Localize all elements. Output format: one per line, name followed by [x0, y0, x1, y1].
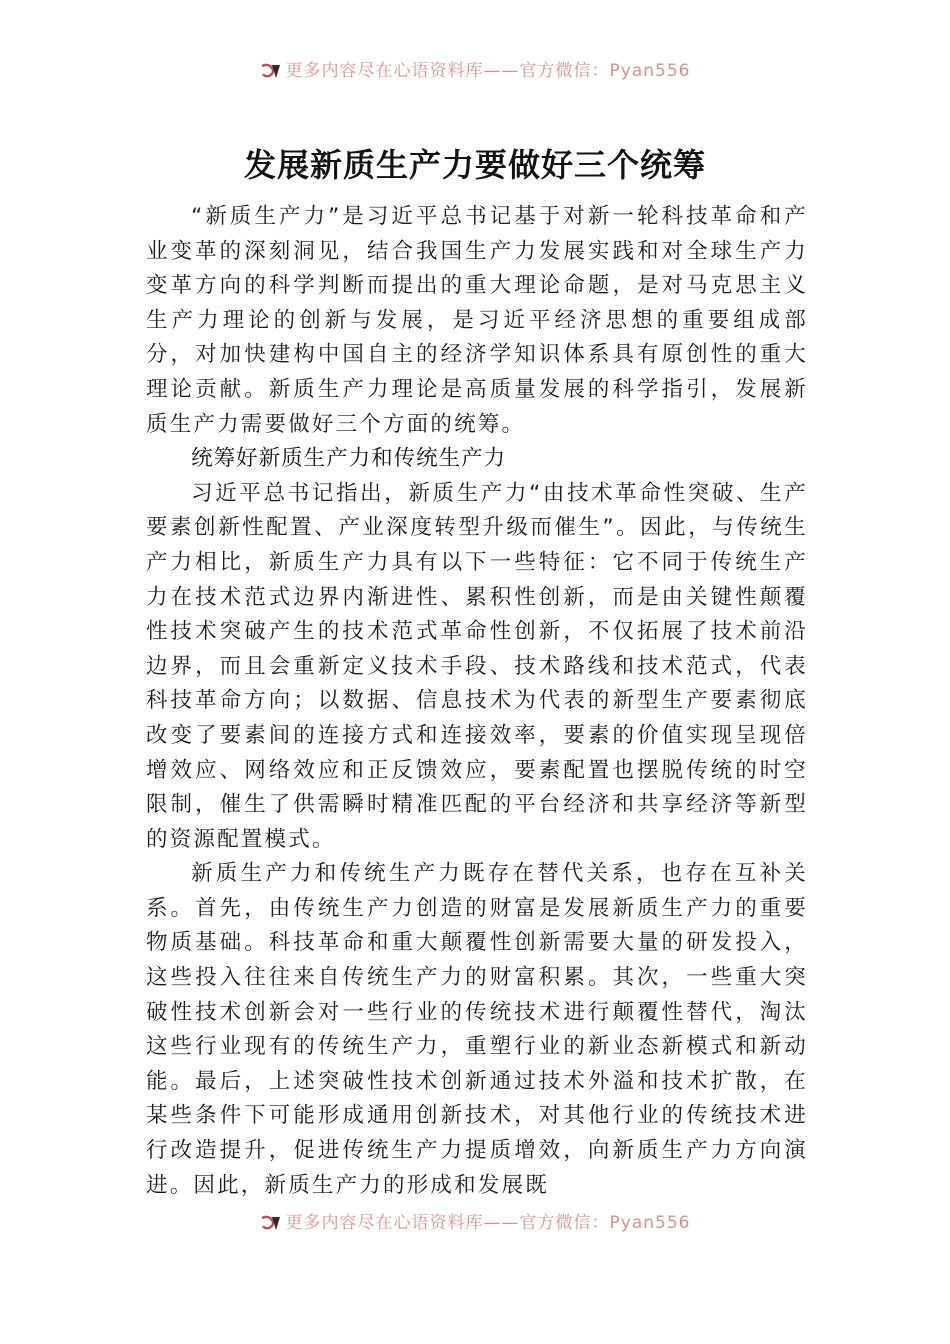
body-paragraph: 新质生产力和传统生产力既存在替代关系，也存在互补关系。首先，由传统生产力创造的财富是发展新质生产力的重要物质基础。科技革命和重大颠覆性创新需要大量的研发投入，这些投入往往来自传统生产力的财富积累。其次，一些重大突破性技术创新会对一些行业的传统技术进行颠覆性替代，淘汰这些行业现有的传统生产力，重塑行业的新业态新模式和新动能。最后，上述突破性技术创新通过技术外溢和技术扩散，在某些条件下可能形成通用创新技术，对其他行业的传统技术进行改造提升，促进传统生产力提质增效，向新质生产力方向演进。因此，新质生产力的形成和发展既	[146, 861, 808, 1198]
watermark-header	[0, 52, 950, 86]
section-heading: 统筹好新质生产力和传统生产力	[191, 446, 507, 472]
intro-paragraph: “新质生产力”是习近平总书记基于对新一轮科技革命和产业变革的深刻洞见，结合我国生产力发展实践和对全球生产力变革方向的科学判断而提出的重大理论命题，是对马克思主义生产力理论的创新与发展，是习近平经济思想的重要组成部分，对加快建构中国自主的经济学知识体系具有原创性的重大理论贡献。新质生产力理论是高质量发展的科学指引，发展新质生产力需要做好三个方面的统筹。	[146, 204, 808, 437]
document-body	[146, 200, 808, 1203]
watermark-logo-icon	[260, 1214, 282, 1232]
body-paragraph: 习近平总书记指出，新质生产力“由技术革命性突破、生产要素创新性配置、产业深度转型升级而催生”。因此，与传统生产力相比，新质生产力具有以下一些特征：它不同于传统生产力在技术范式边界内渐进性、累积性创新，而是由关键性颠覆性技术突破产生的技术范式革命性创新，不仅拓展了技术前沿边界，而且会重新定义技术手段、技术路线和技术范式，代表科技革命方向；以数据、信息技术为代表的新型生产要素彻底改变了要素间的连接方式和连接效率，要素的价值实现呈现倍增效应、网络效应和正反馈效应，要素配置也摆脱传统的时空限制，催生了供需瞬时精准匹配的平台经济和共享经济等新型的资源配置模式。	[146, 480, 808, 852]
watermark-text: 更多内容尽在心语资料库——官方微信：Pyan556	[285, 1213, 691, 1233]
document-title: 发展新质生产力要做好三个统筹	[243, 146, 706, 184]
watermark-logo-icon	[260, 62, 282, 80]
watermark-text: 更多内容尽在心语资料库——官方微信：Pyan556	[285, 61, 691, 81]
watermark-footer	[0, 1204, 950, 1238]
